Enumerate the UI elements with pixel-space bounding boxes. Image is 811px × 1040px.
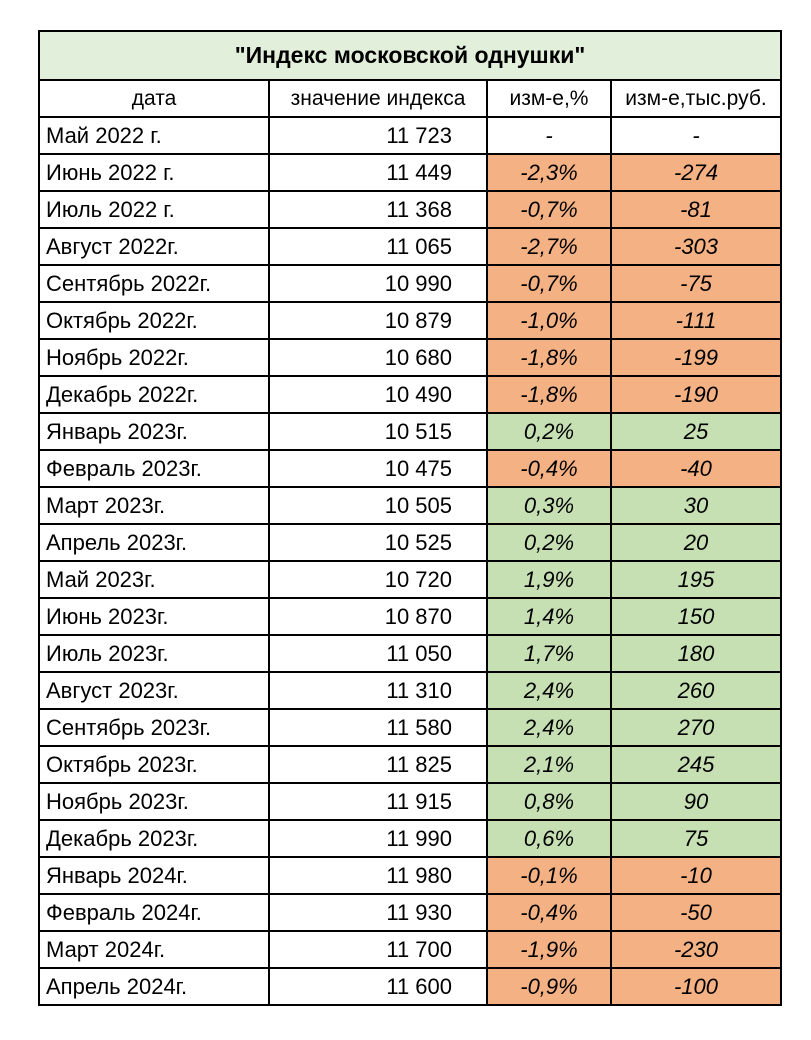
change-rub-cell: -10 [611, 857, 781, 894]
index-value-cell: 10 990 [269, 265, 487, 302]
change-rub-cell: -100 [611, 968, 781, 1005]
header-change-percent: изм-е,% [487, 80, 611, 117]
index-value-cell: 11 700 [269, 931, 487, 968]
change-rub-cell: 150 [611, 598, 781, 635]
date-cell: Июнь 2023г. [39, 598, 269, 635]
table-row [39, 561, 781, 598]
change-percent-cell: -0,9% [487, 968, 611, 1005]
index-value-cell: 11 580 [269, 709, 487, 746]
change-percent-cell: 2,4% [487, 709, 611, 746]
date-cell: Апрель 2024г. [39, 968, 269, 1005]
index-value-cell: 10 879 [269, 302, 487, 339]
change-percent-cell: -1,8% [487, 376, 611, 413]
index-value-cell: 11 825 [269, 746, 487, 783]
header-row [39, 80, 781, 117]
change-percent-cell: -2,3% [487, 154, 611, 191]
change-percent-cell: 0,2% [487, 524, 611, 561]
date-cell: Декабрь 2022г. [39, 376, 269, 413]
change-percent-cell: 1,4% [487, 598, 611, 635]
change-rub-cell: 260 [611, 672, 781, 709]
table-row [39, 968, 781, 1005]
index-value-cell: 10 680 [269, 339, 487, 376]
date-cell: Февраль 2023г. [39, 450, 269, 487]
table-row [39, 487, 781, 524]
header-change-rub: изм-е,тыс.руб. [611, 80, 781, 117]
change-percent-cell: -0,4% [487, 450, 611, 487]
table-row [39, 783, 781, 820]
change-percent-cell: -1,9% [487, 931, 611, 968]
table-row [39, 450, 781, 487]
index-value-cell: 10 490 [269, 376, 487, 413]
date-cell: Июнь 2022 г. [39, 154, 269, 191]
change-percent-cell: -0,1% [487, 857, 611, 894]
index-value-cell: 10 505 [269, 487, 487, 524]
table-row [39, 265, 781, 302]
table-row [39, 302, 781, 339]
index-value-cell: 10 475 [269, 450, 487, 487]
date-cell: Октябрь 2023г. [39, 746, 269, 783]
index-value-cell: 10 870 [269, 598, 487, 635]
date-cell: Июль 2023г. [39, 635, 269, 672]
change-percent-cell: 1,9% [487, 561, 611, 598]
change-rub-cell: - [611, 117, 781, 154]
index-value-cell: 11 723 [269, 117, 487, 154]
table-row [39, 524, 781, 561]
table-row [39, 339, 781, 376]
date-cell: Январь 2024г. [39, 857, 269, 894]
table-row [39, 820, 781, 857]
index-value-cell: 11 930 [269, 894, 487, 931]
change-percent-cell: -0,4% [487, 894, 611, 931]
change-rub-cell: -274 [611, 154, 781, 191]
title-row [39, 31, 781, 80]
index-value-cell: 10 525 [269, 524, 487, 561]
change-rub-cell: -50 [611, 894, 781, 931]
date-cell: Ноябрь 2022г. [39, 339, 269, 376]
change-rub-cell: 195 [611, 561, 781, 598]
change-percent-cell: -2,7% [487, 228, 611, 265]
change-percent-cell: -0,7% [487, 191, 611, 228]
index-value-cell: 10 720 [269, 561, 487, 598]
index-value-cell: 11 065 [269, 228, 487, 265]
change-rub-cell: 180 [611, 635, 781, 672]
table-row [39, 154, 781, 191]
date-cell: Декабрь 2023г. [39, 820, 269, 857]
change-percent-cell: 0,2% [487, 413, 611, 450]
change-percent-cell: 0,3% [487, 487, 611, 524]
table-row [39, 598, 781, 635]
change-rub-cell: 20 [611, 524, 781, 561]
change-percent-cell: -0,7% [487, 265, 611, 302]
table-row [39, 376, 781, 413]
change-rub-cell: 25 [611, 413, 781, 450]
table-title: "Индекс московской однушки" [39, 31, 781, 80]
change-percent-cell: 2,1% [487, 746, 611, 783]
table-row [39, 709, 781, 746]
change-percent-cell: 0,8% [487, 783, 611, 820]
change-rub-cell: 30 [611, 487, 781, 524]
change-rub-cell: -303 [611, 228, 781, 265]
date-cell: Сентябрь 2022г. [39, 265, 269, 302]
table-row [39, 894, 781, 931]
table-row [39, 857, 781, 894]
date-cell: Август 2023г. [39, 672, 269, 709]
date-cell: Сентябрь 2023г. [39, 709, 269, 746]
change-rub-cell: 90 [611, 783, 781, 820]
index-value-cell: 11 600 [269, 968, 487, 1005]
index-value-cell: 11 915 [269, 783, 487, 820]
change-percent-cell: - [487, 117, 611, 154]
date-cell: Май 2023г. [39, 561, 269, 598]
change-percent-cell: 1,7% [487, 635, 611, 672]
date-cell: Октябрь 2022г. [39, 302, 269, 339]
table-row [39, 413, 781, 450]
date-cell: Февраль 2024г. [39, 894, 269, 931]
index-table [38, 30, 782, 1006]
date-cell: Июль 2022 г. [39, 191, 269, 228]
change-rub-cell: -230 [611, 931, 781, 968]
change-percent-cell: -1,0% [487, 302, 611, 339]
index-value-cell: 11 368 [269, 191, 487, 228]
table-row [39, 228, 781, 265]
header-index-value: значение индекса [269, 80, 487, 117]
index-value-cell: 11 050 [269, 635, 487, 672]
change-percent-cell: -1,8% [487, 339, 611, 376]
table-row [39, 931, 781, 968]
date-cell: Май 2022 г. [39, 117, 269, 154]
date-cell: Ноябрь 2023г. [39, 783, 269, 820]
date-cell: Март 2024г. [39, 931, 269, 968]
change-rub-cell: -75 [611, 265, 781, 302]
index-value-cell: 10 515 [269, 413, 487, 450]
change-percent-cell: 0,6% [487, 820, 611, 857]
change-rub-cell: -111 [611, 302, 781, 339]
date-cell: Август 2022г. [39, 228, 269, 265]
table-row [39, 117, 781, 154]
table-row [39, 746, 781, 783]
date-cell: Апрель 2023г. [39, 524, 269, 561]
change-rub-cell: -190 [611, 376, 781, 413]
index-value-cell: 11 980 [269, 857, 487, 894]
table-row [39, 191, 781, 228]
change-rub-cell: -199 [611, 339, 781, 376]
index-value-cell: 11 449 [269, 154, 487, 191]
date-cell: Январь 2023г. [39, 413, 269, 450]
index-value-cell: 11 990 [269, 820, 487, 857]
table-row [39, 672, 781, 709]
date-cell: Март 2023г. [39, 487, 269, 524]
index-value-cell: 11 310 [269, 672, 487, 709]
change-rub-cell: -40 [611, 450, 781, 487]
change-rub-cell: 75 [611, 820, 781, 857]
change-rub-cell: 270 [611, 709, 781, 746]
change-rub-cell: -81 [611, 191, 781, 228]
table-row [39, 635, 781, 672]
change-percent-cell: 2,4% [487, 672, 611, 709]
header-date: дата [39, 80, 269, 117]
table-body [39, 117, 781, 1005]
change-rub-cell: 245 [611, 746, 781, 783]
